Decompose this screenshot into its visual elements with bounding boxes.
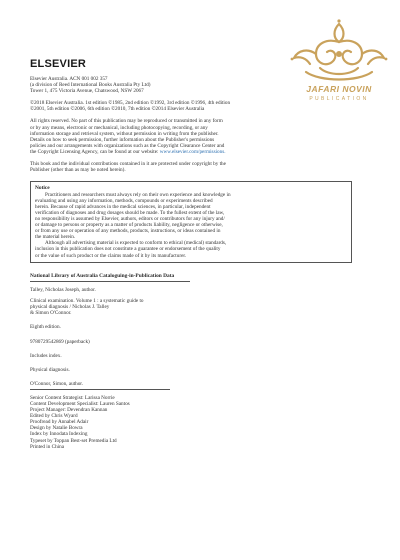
logo-name: JAFARI NOVIN	[306, 84, 372, 94]
credit-line: Design by Natalie Bowra	[30, 425, 83, 432]
notice-line: Although all advertising material is expected to conform to ethical (medical) standards,	[45, 240, 227, 247]
notice-title: Notice	[35, 185, 50, 192]
rights-line: policies and our arrangements with organizations such as the Copyright Clearance Center and	[30, 142, 225, 149]
protected-line: This book and the individual contributions contained in it are protected under copyright by the	[30, 161, 226, 168]
cip-index: Includes index.	[30, 352, 62, 359]
notice-box	[30, 181, 352, 262]
cip-title-line: Clinical examination. Volume 1 : a systematic guide to	[30, 298, 144, 305]
credits-block	[30, 395, 360, 450]
credit-line: Project Manager: Devendran Kannan	[30, 407, 108, 414]
address-line: Tower 1, 475 Victoria Avenue, Chatswood, NSW 2067	[30, 88, 144, 95]
protected-block	[30, 161, 360, 173]
cip-title: National Library of Australia Cataloguing-in-Publication Data	[30, 272, 175, 279]
credit-line: Index by Innodata Indexing	[30, 431, 88, 438]
credit-line: Content Development Specialist: Lauren Santos	[30, 401, 130, 407]
editions-line: ©2001, 5th edition ©2006, 6th edition ©2010, 7th edition ©2014 Elsevier Australia	[30, 106, 205, 113]
credit-line: Printed in China	[30, 443, 65, 450]
logo-subtitle: PUBLICATION	[309, 96, 369, 102]
cip-title-line: & Simon O'Connor.	[30, 310, 72, 317]
notice-line: no responsibility is assumed by Elsevier, authors, editors or contributors for any injury and/	[35, 216, 225, 222]
rights-line: All rights reserved. No part of this publication may be reproduced or transmitted in any form	[30, 118, 223, 125]
rights-line: Details on how to seek permission, further information about the Publisher's permissions	[30, 136, 215, 143]
ornament-icon	[286, 18, 392, 86]
cip-block	[30, 287, 360, 387]
credit-line: Senior Content Strategist: Larissa Norrie	[30, 394, 115, 401]
cip-coauthor: O'Connor, Simon, author.	[30, 380, 84, 387]
protected-line: Publisher (other than as may be noted herein).	[30, 167, 126, 174]
notice-line: or from any use or operation of any methods, products, instructions, or ideas contained in	[35, 228, 221, 235]
cip-divider	[30, 281, 190, 282]
rights-text: the Copyright Licensing Agency, can be found at our website:	[30, 148, 160, 155]
address-line: (a division of Reed International Books Australia Pty Ltd)	[30, 82, 151, 89]
notice-line: or the value of such product or the claims made of it by its manufacturer.	[35, 252, 187, 259]
cip-author: Talley, Nicholas Joseph, author.	[30, 287, 96, 294]
notice-line: inclusion in this publication does not constitute a guarantee or endorsement of the quality	[35, 246, 221, 253]
credit-line: Proofread by Annabel Adair	[30, 419, 89, 426]
cip-isbn: 9780729542869 (paperback)	[30, 338, 90, 345]
publisher-logo	[286, 18, 392, 114]
rights-block	[30, 118, 360, 155]
credit-line: Edited by Chris Wyard	[30, 413, 78, 420]
rights-line: information storage and retrieval system, without permission in writing from the publisher.	[30, 130, 219, 137]
rights-line: or by any means, electronic or mechanical, including photocopying, recording, or any	[30, 124, 208, 131]
cip-title-line: physical diagnosis / Nicholas J. Talley	[30, 304, 110, 311]
editions-line: ©2018 Elsevier Australia. 1st edition ©1985, 2nd edition ©1992, 3rd edition ©1996, 4th edition	[30, 100, 231, 107]
permissions-link[interactable]: www.elsevier.com/permissions.	[159, 148, 226, 155]
notice-line: herein. Because of rapid advances in the medical sciences, in particular, independent	[35, 203, 211, 210]
notice-line: evaluating and using any information, methods, compounds or experiments described	[35, 197, 213, 204]
notice-line: Practitioners and researchers must always rely on their own experience and knowledge in	[45, 191, 231, 198]
notice-line: or damage to persons or property as a matter of products liability, negligence or otherwise,	[35, 222, 223, 229]
cip-edition: Eighth edition.	[30, 324, 61, 331]
credit-line: Typeset by Toppan Best-set Premedia Ltd	[30, 437, 117, 444]
credits-divider	[30, 389, 170, 390]
notice-line: the material herein.	[35, 234, 76, 241]
publisher-brand: ELSEVIER	[30, 58, 87, 70]
notice-line: verification of diagnoses and drug dosages should be made. To the fullest extent of the law,	[35, 209, 225, 216]
rights-line-last	[30, 149, 360, 155]
cip-subject: Physical diagnosis.	[30, 366, 70, 373]
address-line: Elsevier Australia. ACN 001 002 357	[30, 76, 108, 82]
